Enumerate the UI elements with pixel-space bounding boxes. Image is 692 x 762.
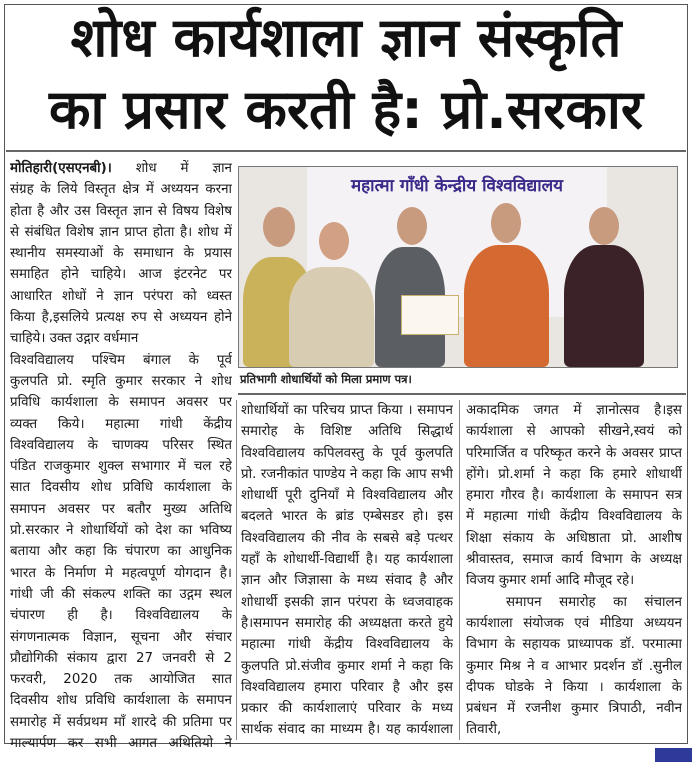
article-text-line: व्यक्त किये। महात्मा गांधी केंद्रीय: [10, 416, 232, 432]
article-text-line: बताया और कहा कि चंपारण का आधुनिक: [10, 544, 232, 560]
article-text-line: किया है,इसलिये प्रत्यक्ष रुप से अध्ययन होने: [10, 310, 232, 326]
corner-color-block: [655, 748, 692, 762]
article-text-line: समापन समारोह का संचालन: [506, 594, 682, 610]
article-text-line: विश्वविद्यालय हमारा परिवार है और इस: [241, 679, 453, 695]
article-text-line: होता है और उस विस्तृत ज्ञान से विषय विशेष: [10, 203, 232, 219]
article-text-line: प्रबंधन में रजनीश कुमार त्रिपाठी, नवीन: [466, 701, 682, 717]
article-text-line: कुलपति प्रो. स्मृति कुमार सरकार ने शोध: [10, 373, 232, 389]
article-text-line: सार्थक संवाद का माध्यम है। यह कार्यशाला: [241, 722, 453, 738]
article-text-line: ज्ञान और जिज्ञासा के मध्य संवाद है और: [241, 573, 453, 589]
article-text-line: प्रविधि कार्यशाला के समापन अवसर पर: [10, 395, 232, 411]
article-text-line: संगणनात्मक विज्ञान, सूचना और संचार: [10, 629, 232, 645]
article-text-line: विश्वविद्यालय पश्चिम बंगाल के पूर्व: [10, 352, 232, 368]
article-text-line: होंगे। प्रो.शर्मा ने कहा कि हमारे शोधार्थी: [466, 466, 682, 482]
article-text-line: शोधार्थी इसकी ज्ञान परंपरा के ध्वजवाहक: [241, 594, 453, 610]
article-text-line: पंडित राजकुमार शुक्ल सभागार में चल रहे: [10, 459, 232, 475]
article-text-line: प्रो. रजनीकांत पाण्डेय ने कहा कि आप सभी: [241, 466, 453, 482]
article-text-line: कुलपति प्रो.संजीव कुमार शर्मा ने कहा कि: [241, 658, 453, 674]
article-text-line: संग्रह के लिये विस्तृत क्षेत्र में अध्ययन करना: [10, 182, 232, 198]
article-text-line: कुमार मिश्र ने व आभार प्रदर्शन डॉ .सुनील: [466, 658, 682, 674]
article-text-line: फरवरी, 2020 तक आयोजित सात: [10, 672, 232, 688]
article-text-line: हमारा गौरव है। कार्यशाला के समापन सत्र: [466, 488, 682, 504]
article-text-line: दिवसीय शोध प्रविधि कार्यशाला के समापन: [10, 693, 232, 709]
article-text-line: आधारित शोधों ने ज्ञान परंपरा को ध्वस्त: [10, 288, 232, 304]
article-text-line: समारोह में सर्वप्रथम माँ शारदे की प्रतिमा पर: [10, 714, 232, 730]
photo-caption: प्रतिभागी शोधार्थियों को मिला प्रमाण पत्र।: [240, 372, 412, 386]
article-text-line: है।समापन समारोह की अध्यक्षता करते हुये: [241, 615, 453, 631]
article-text-line: प्रकार की कार्यशालाएं परिवार के मध्य: [241, 701, 453, 717]
article-text-line: विजय कुमार शर्मा आदि मौजूद रहे।: [466, 573, 635, 589]
column-rule: [459, 400, 460, 740]
article-text-line: मोतिहारी(एसएनबी)। शोध में ज्ञान: [10, 161, 232, 176]
photo-divider: [238, 393, 686, 395]
article-text-line: प्रौद्योगिकी संकाय द्वारा 27 जनवरी से 2: [10, 650, 232, 666]
article-text-line: महात्मा गांधी केंद्रीय विश्वविद्यालय के: [241, 637, 453, 653]
article-text-line: कार्यशाला से आपको सीखने,स्वयं को: [466, 424, 682, 440]
headline-divider: [6, 150, 686, 152]
article-text-line: समापन अवसर पर बतौर मुख्य अतिथि: [10, 501, 232, 517]
article-column-2: [241, 400, 453, 741]
photo-banner-text: महात्मा गाँधी केन्द्रीय विश्वविद्यालय: [350, 176, 563, 196]
event-photo: [238, 166, 678, 368]
article-text-line: सात दिवसीय शोध प्रविधि कार्यशाला के: [10, 480, 232, 496]
article-text-line: में महात्मा गांधी केंद्रीय विश्वविद्यालय के: [466, 509, 682, 525]
article-text-line: तिवारी,: [466, 722, 502, 738]
article-text-line: माल्यार्पण कर सभी आगत अथितियो ने: [10, 736, 232, 752]
article-text-line: चाहिये। उक्त उद्गार वर्धमान: [10, 331, 139, 347]
article-text-line: कार्यशाला संयोजक एवं मीडिया अध्ययन: [466, 615, 682, 631]
article-text-line: बदलते भारत के ब्रांड एम्बेसडर हो। इस: [241, 509, 453, 525]
headline-line-1: शोध कार्यशाला ज्ञान संस्कृति: [70, 6, 622, 69]
article-text-line: श्रीवास्तव, समाज कार्य विभाग के अध्यक्ष: [466, 552, 682, 568]
article-text-line: समाहित होने चाहिये। आज इंटरनेट पर: [10, 267, 232, 283]
article-text-line: से संबंधित विशेष ज्ञान प्राप्त होता है। शोध में: [10, 224, 232, 240]
article-text-line: दीपक घोडके ने किया । कार्यशाला के: [466, 679, 682, 695]
article-text-line: विभाग के सहायक प्राध्यापक डॉ. परमात्मा: [466, 637, 682, 653]
column-rule: [236, 400, 237, 740]
article-text-line: प्रो.सरकार ने शोधार्थियों को देश का भविष्य: [10, 523, 232, 539]
article-text-line: गांधी जी की संकल्प शक्ति का उद्गम स्थल: [10, 586, 232, 602]
dateline: मोतिहारी(एसएनबी)।: [10, 161, 112, 176]
article-text-line: शोधार्थी पूरी दुनियाँ मे विश्वविद्यालय और: [241, 488, 453, 504]
article-text-line: स्थानीय समस्याओं के समाधान के प्रयास: [10, 246, 232, 262]
article-text-line: भारत के निर्माण मे महत्वपूर्ण योगदान है।: [10, 565, 232, 581]
article-text-line: अकादमिक जगत में ज्ञानोत्सव है।इस: [466, 403, 682, 418]
article-text-line: शोधार्थियों का परिचय प्राप्त किया । समापन: [241, 403, 453, 418]
article-text-line: यहाँ के शोधार्थी-विद्यार्थी है। यह कार्यशाला: [241, 552, 453, 568]
article-text-line: परिमार्जित व परिष्कृत करने के अवसर प्राप्त: [466, 445, 682, 461]
article-text-line: विश्वविद्यालय कपिलवस्तु के पूर्व कुलपति: [241, 445, 453, 461]
article-text-line: समारोह के विशिष्ट अतिथि सिद्धार्थ: [241, 424, 453, 440]
article-column-3: [466, 400, 682, 741]
article-text-line: चंपारण ही है। विश्वविद्यालय के: [10, 608, 232, 624]
article-text-line: विश्वविद्यालय के चाणक्य परिसर स्थित: [10, 437, 232, 453]
article-text-line: शिक्षा संकाय के अधिष्ठाता प्रो. आशीष: [466, 530, 682, 546]
headline-line-2: का प्रसार करती है: प्रो.सरकार: [49, 78, 643, 141]
article-text-line: विश्वविद्यालय की नीव के सबसे बड़े पत्थर: [241, 530, 453, 546]
article-column-1: [10, 158, 232, 754]
